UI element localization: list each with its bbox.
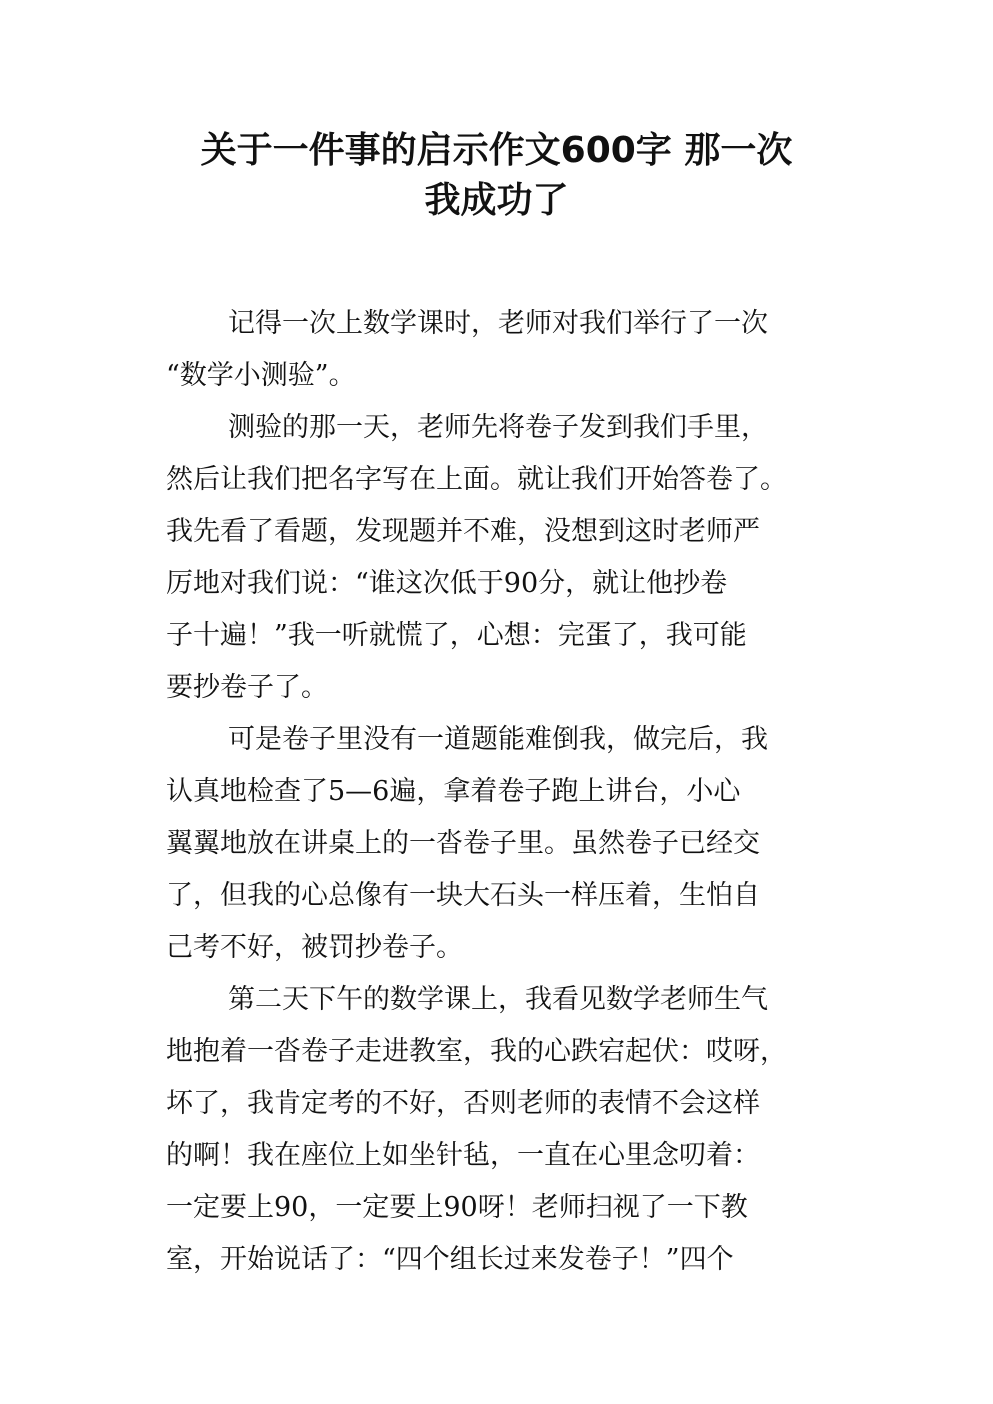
text-line: 可是卷子里没有一道题能难倒我，做完后，我: [228, 724, 768, 755]
text-line: 翼翼地放在讲桌上的一沓卷子里。虽然卷子已经交: [166, 828, 760, 859]
text-line: 的啊！我在座位上如坐针毡，一直在心里念叨着：: [166, 1140, 760, 1171]
text-line: “数学小测验”。: [166, 360, 356, 391]
document-body: [166, 298, 846, 1286]
text-line: 地抱着一沓卷子走进教室，我的心跌宕起伏：哎呀，: [166, 1036, 787, 1067]
text-line: 坏了，我肯定考的不好，否则老师的表情不会这样: [166, 1088, 760, 1119]
title-line-2: 我成功了: [424, 180, 569, 221]
text-line: 己考不好，被罚抄卷子。: [166, 932, 463, 963]
paragraph: [166, 402, 846, 714]
text-line: 了，但我的心总像有一块大石头一样压着，生怕自: [166, 880, 760, 911]
text-line: 厉地对我们说：“谁这次低于90分，就让他抄卷: [166, 568, 728, 599]
text-line: 一定要上90，一定要上90呀！老师扫视了一下教: [166, 1192, 748, 1223]
text-line: 我先看了看题，发现题并不难，没想到这时老师严: [166, 516, 760, 547]
text-line: 第二天下午的数学课上，我看见数学老师生气: [228, 984, 768, 1015]
paragraph: [166, 974, 846, 1286]
text-line: 子十遍！”我一听就慌了，心想：完蛋了，我可能: [166, 620, 747, 651]
paragraph: [166, 298, 846, 402]
title-line-1: 关于一件事的启示作文600字 那一次: [200, 130, 793, 171]
text-line: 然后让我们把名字写在上面。就让我们开始答卷了。: [166, 464, 787, 495]
text-line: 记得一次上数学课时，老师对我们举行了一次: [228, 308, 768, 339]
paragraph: [166, 714, 846, 974]
text-line: 要抄卷子了。: [166, 672, 328, 703]
text-line: 测验的那一天，老师先将卷子发到我们手里，: [228, 412, 768, 443]
text-line: 室，开始说话了：“四个组长过来发卷子！”四个: [166, 1244, 734, 1275]
text-line: 认真地检查了5—6遍，拿着卷子跑上讲台，小心: [166, 776, 741, 807]
